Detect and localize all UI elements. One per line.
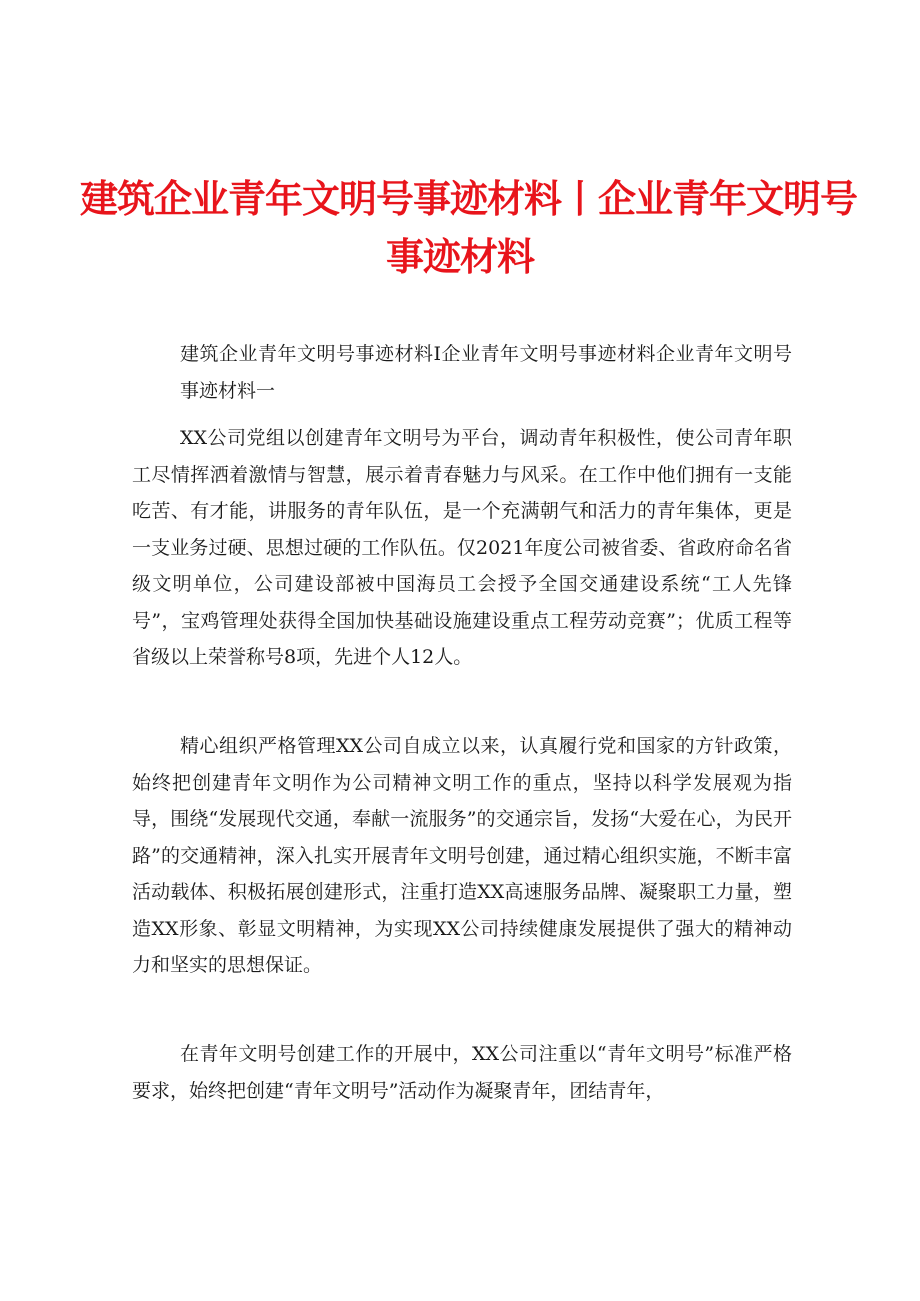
intro-paragraph: 建筑企业青年文明号事迹材料I企业青年文明号事迹材料企业青年文明号事迹材料一 (180, 343, 792, 402)
document-title-line1: 建筑企业青年文明号事迹材料丨企业青年文明号 (80, 177, 858, 221)
body-paragraph-2: 精心组织严格管理XX公司自成立以来，认真履行党和国家的方针政策，始终把创建青年文明作为公司精神文明工作的重点，坚持以科学发展观为指导，围绕“发展现代交通，奉献一流服务”的交通宗旨，发扬“大爱在心，为民开路”的交通精神，深入扎实开展青年文明号创建，通过精心组织实施，不断丰富活动载体、积极拓展创建形式，注重打造XX高速服务品牌、凝聚职工力量，塑造XX形象、彰显文明精神，为实现XX公司持续健康发展提供了强大的精神动力和坚实的思想保证。 (132, 735, 792, 976)
body-paragraph-1: XX公司党组以创建青年文明号为平台，调动青年积极性，使公司青年职工尽情挥洒着激情与智慧，展示着青春魅力与风采。在工作中他们拥有一支能吃苦、有才能，讲服务的青年队伍，是一个充满朝气和活力的青年集体，更是一支业务过硬、思想过硬的工作队伍。仅2021年度公司被省委、省政府命名省级文明单位，公司建设部被中国海员工会授予全国交通建设系统“工人先锋号”，宝鸡管理处获得全国加快基础设施建设重点工程劳动竞赛”；优质工程等省级以上荣誉称号8项，先进个人12人。 (132, 427, 792, 668)
body-paragraph-3: 在青年文明号创建工作的开展中，XX公司注重以“青年文明号”标准严格要求，始终把创建“青年文明号”活动作为凝聚青年，团结青年， (132, 1043, 792, 1102)
document-title-line2: 事迹材料 (385, 235, 534, 279)
